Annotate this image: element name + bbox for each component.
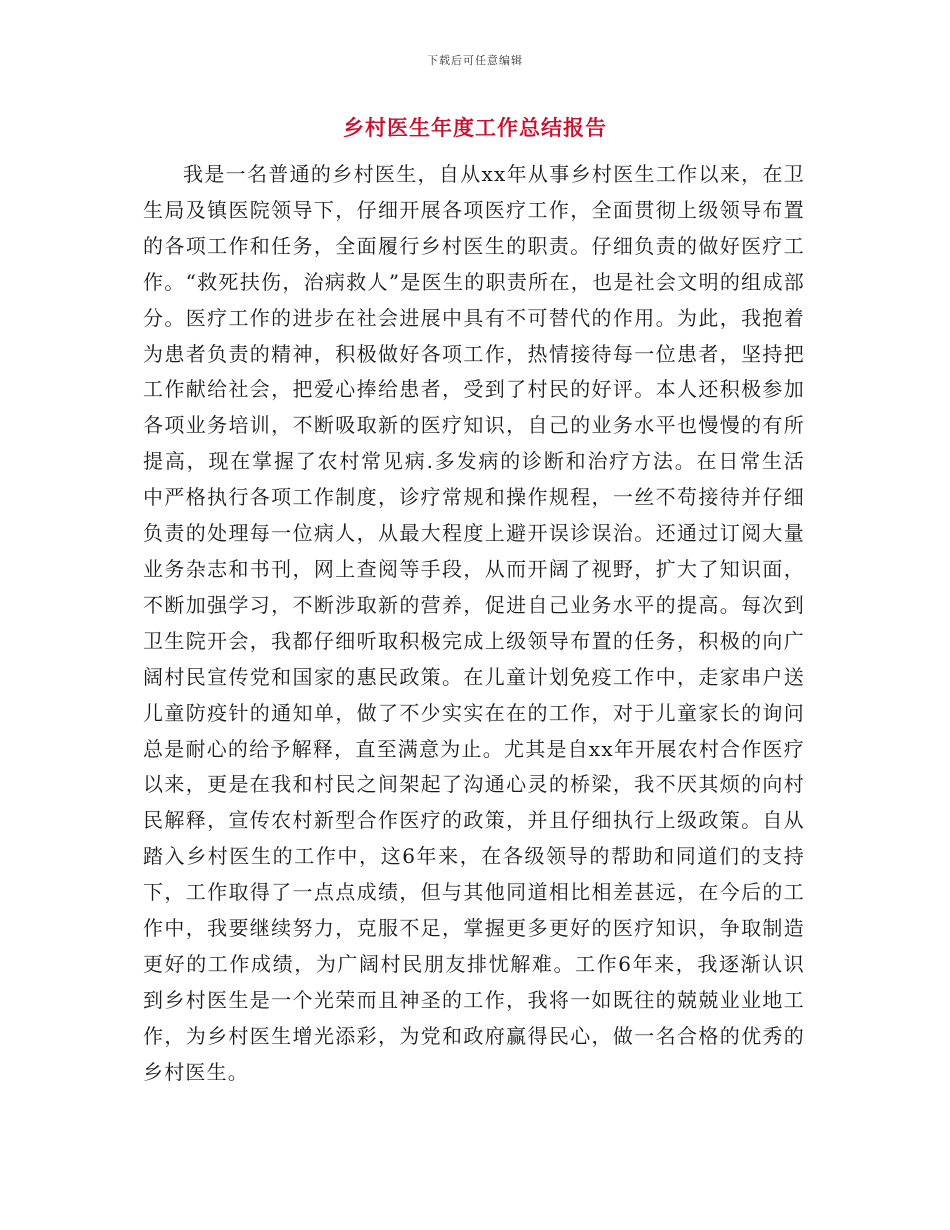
body-paragraph: 我是一名普通的乡村医生，自从xx年从事乡村医生工作以来，在卫生局及镇医院领导下，仔细开展各项医疗工作，全面贯彻上级领导布置的各项工作和任务，全面履行乡村医生的职责。仔细负责的做好医疗工作。“救死扶伤，治病救人”是医生的职责所在，也是社会文明的组成部分。医疗工作的进步在社会进展中具有不可替代的作用。为此，我抱着为患者负责的精神，积极做好各项工作，热情接待每一位患者，坚持把工作献给社会，把爱心捧给患者，受到了村民的好评。本人还积极参加各项业务培训，不断吸取新的医疗知识，自己的业务水平也慢慢的有所提高，现在掌握了农村常见病.多发病的诊断和治疗方法。在日常生活中严格执行各项工作制度，诊疗常规和操作规程，一丝不苟接待并仔细负责的处理每一位病人，从最大程度上避开误诊误治。还通过订阅大量业务杂志和书刊，网上查阅等手段，从而开阔了视野，扩大了知识面，不断加强学习，不断涉取新的营养，促进自己业务水平的提高。每次到卫生院开会，我都仔细听取积极完成上级领导布置的任务，积极的向广阔村民宣传党和国家的惠民政策。在儿童计划免疫工作中，走家串户送儿童防疫针的通知单，做了不少实实在在的工作，对于儿童家长的询问总是耐心的给予解释，直至满意为止。尤其是自xx年开展农村合作医疗以来，更是在我和村民之间架起了沟通心灵的桥梁，我不厌其烦的向村民解释，宣传农村新型合作医疗的政策，并且仔细执行上级政策。自从踏入乡村医生的工作中，这6年来，在各级领导的帮助和同道们的支持下，工作取得了一点点成绩，但与其他同道相比相差甚远，在今后的工作中，我要继续努力，克服不足，掌握更多更好的医疗知识，争取制造更好的工作成绩，为广阔村民朋友排忧解难。工作6年来，我逐渐认识到乡村医生是一个光荣而且神圣的工作，我将一如既往的兢兢业业地工作，为乡村医生增光添彩，为党和政府赢得民心，做一名合格的优秀的乡村医生。 <box>143 162 805 1084</box>
document-title: 乡村医生年度工作总结报告 <box>343 116 607 140</box>
header-note: 下载后可任意编辑 <box>427 54 523 67</box>
